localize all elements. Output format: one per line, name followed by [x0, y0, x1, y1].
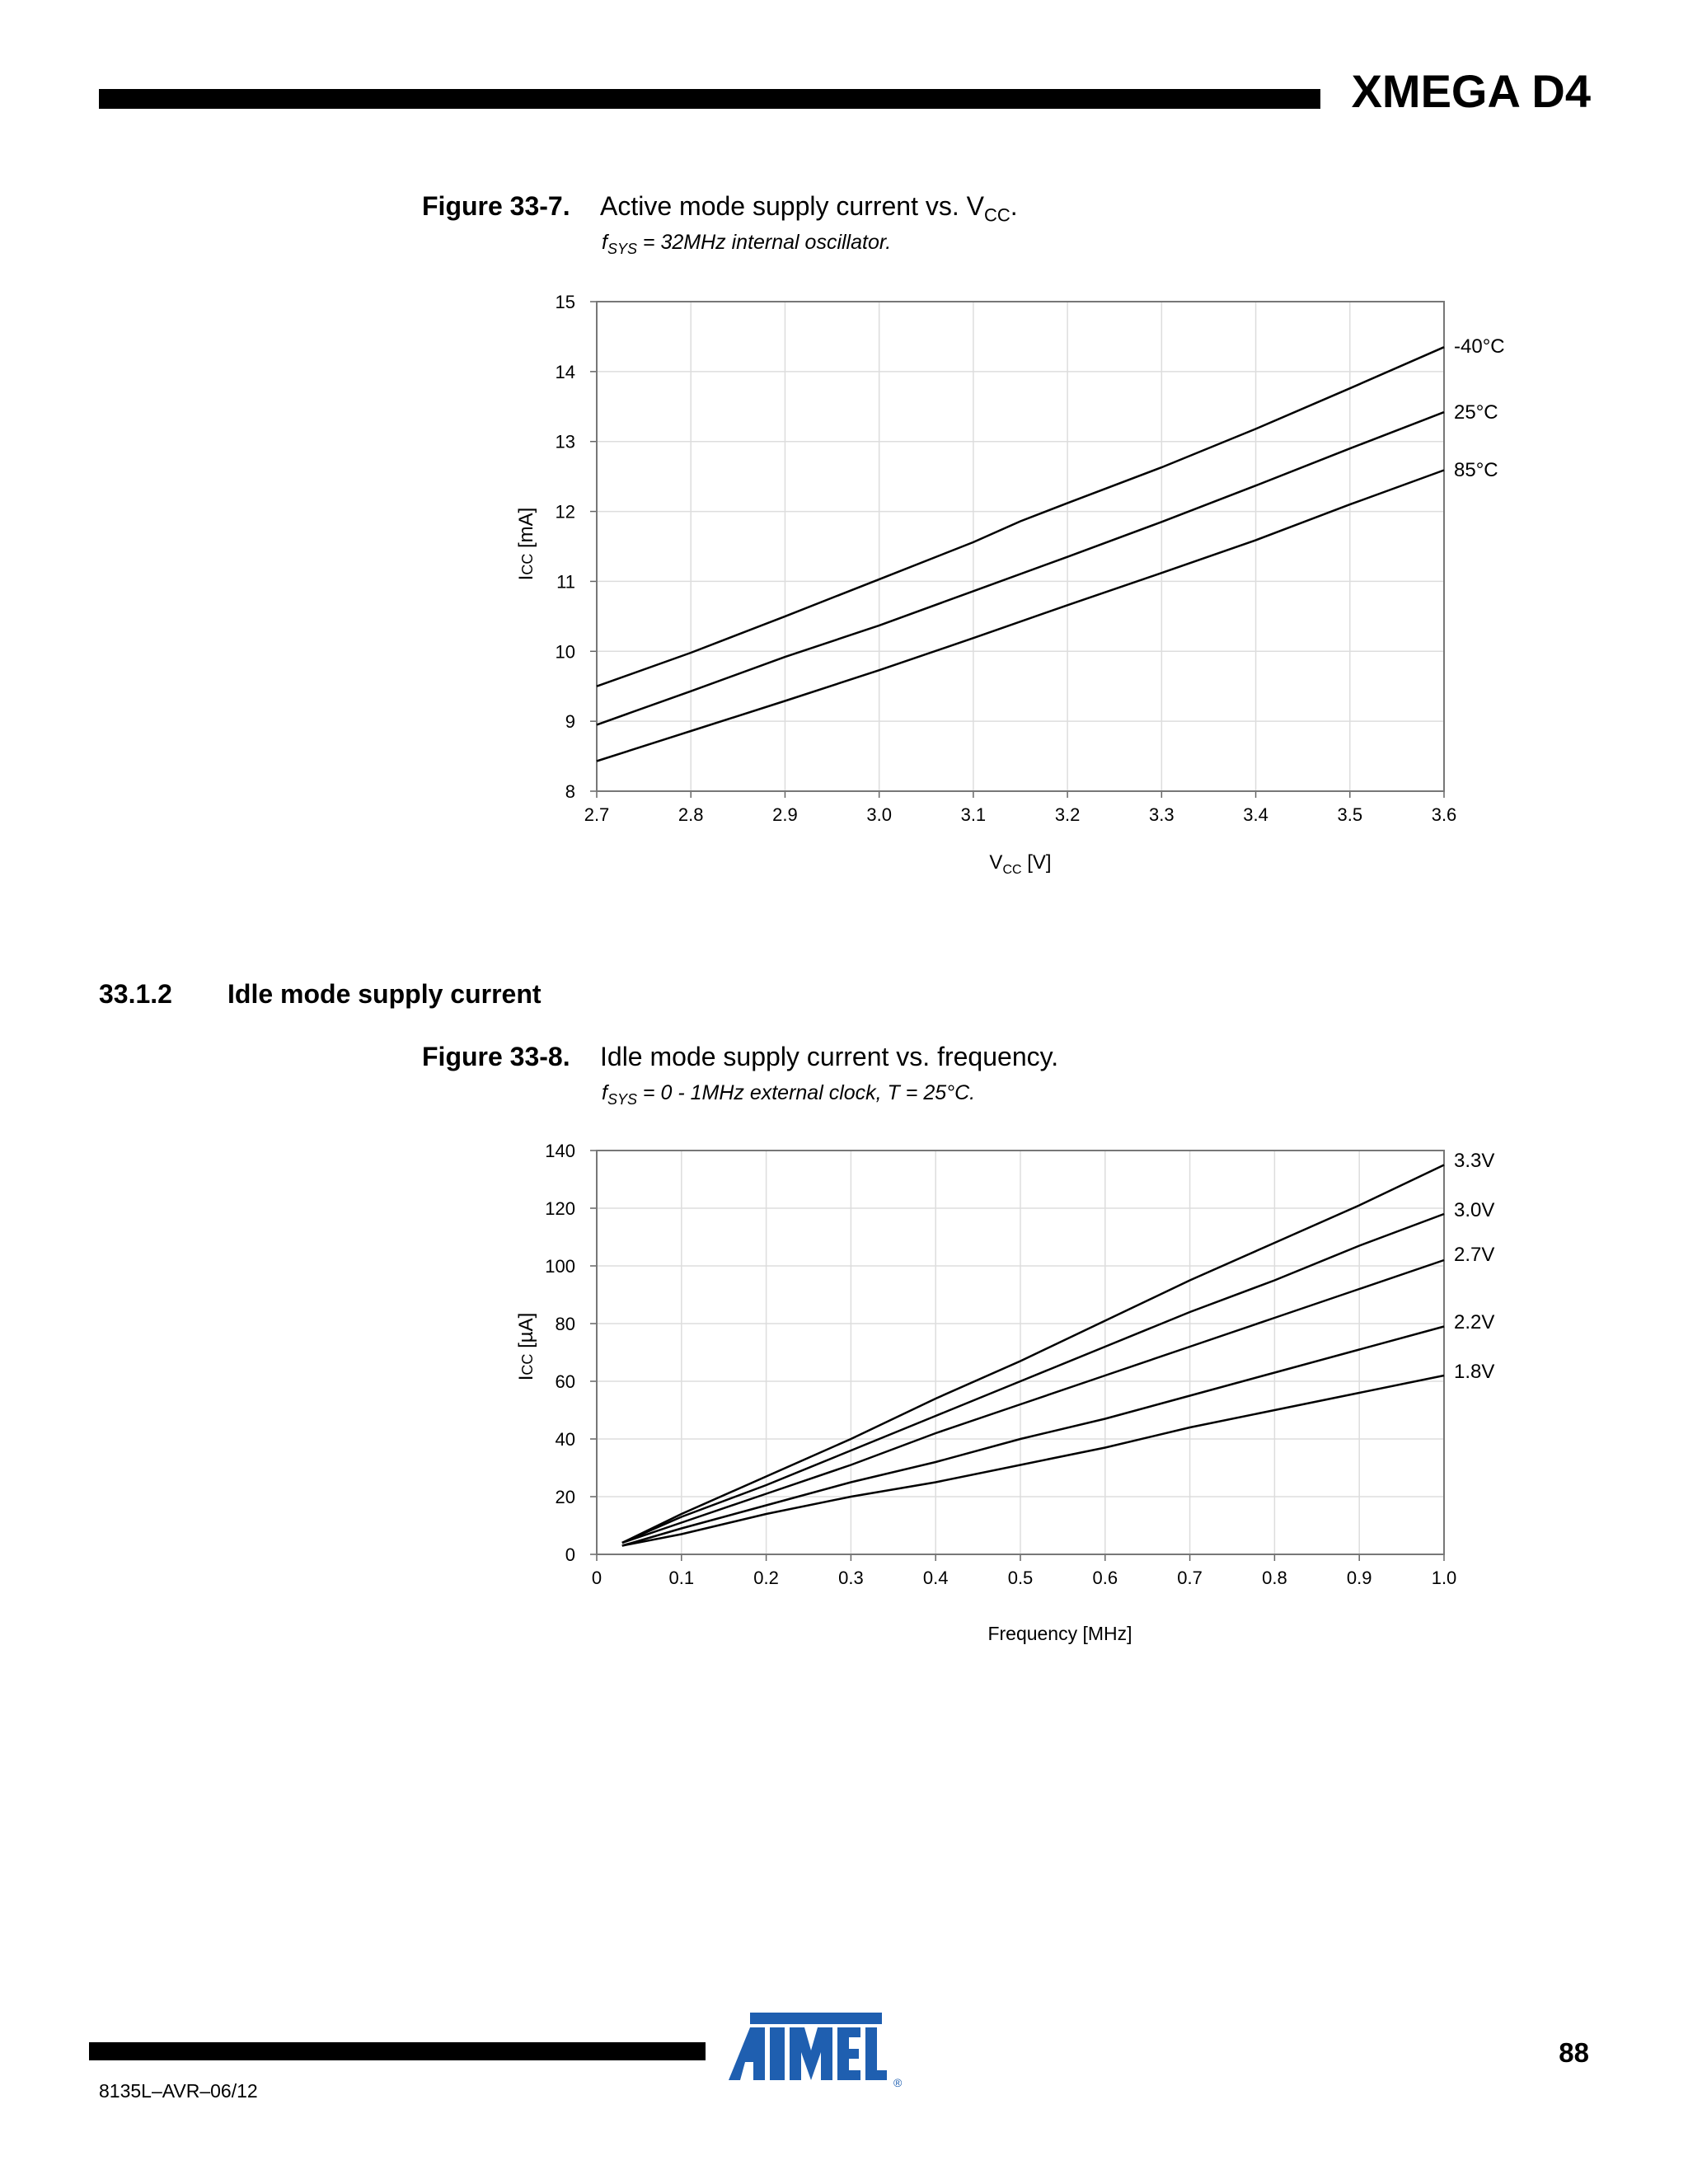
series-label-2: 85°C [1454, 459, 1498, 481]
doc-id: 8135L–AVR–06/12 [99, 2080, 258, 2102]
series-line-3 [622, 1327, 1444, 1546]
y-axis-label-main: I [515, 574, 537, 581]
y-tick-label: 100 [545, 1256, 575, 1277]
logo-letter-m [790, 2027, 832, 2080]
figure2-cond-sub: SYS [607, 1091, 637, 1108]
figure1-cond-sub: SYS [607, 241, 637, 257]
series-label-2: 2.7V [1454, 1244, 1495, 1266]
y-tick-label: 9 [565, 711, 575, 733]
figure2-title: Idle mode supply current vs. frequency. [600, 1042, 1059, 1071]
y-axis-label-sub: CC [519, 1353, 536, 1376]
y-tick-label: 60 [555, 1371, 575, 1392]
y-tick-label: 10 [555, 641, 575, 663]
y-tick-label: 15 [555, 292, 575, 312]
y-tick-label: 20 [555, 1487, 575, 1507]
x-tick-label: 1.0 [1431, 1568, 1457, 1588]
figure1-cond-rest: = 32MHz internal oscillator. [636, 231, 892, 254]
y-tick-label: 14 [555, 361, 575, 382]
x-axis-label-unit: [V] [1021, 851, 1052, 874]
section-number: 33.1.2 [99, 979, 172, 1009]
y-tick-label: 11 [556, 571, 575, 593]
y-tick-label: 120 [545, 1198, 575, 1219]
x-tick-label: 2.7 [584, 804, 610, 825]
series-line-0 [622, 1165, 1444, 1544]
x-tick-label: 0.9 [1346, 1568, 1372, 1588]
x-tick-label: 3.0 [866, 804, 892, 825]
x-tick-label: 3.1 [960, 804, 987, 825]
series-label-3: 2.2V [1454, 1311, 1495, 1333]
figure2-cond-f: f [602, 1081, 607, 1104]
section-title: Idle mode supply current [227, 979, 542, 1009]
x-tick-label: 3.5 [1337, 804, 1363, 825]
page-number: 88 [1559, 2037, 1589, 2068]
series-label-1: 3.0V [1454, 1199, 1495, 1221]
x-tick-label: 2.8 [678, 804, 704, 825]
x-tick-label: 0.5 [1007, 1568, 1034, 1588]
logo-top-bar [750, 2013, 882, 2024]
y-tick-label: 80 [555, 1314, 575, 1334]
y-tick-label: 12 [555, 501, 575, 523]
y-tick-label: 140 [545, 1141, 575, 1161]
document-title: XMEGA D4 [1351, 65, 1591, 117]
x-tick-label: 0.3 [838, 1568, 864, 1588]
x-axis-label-sub: CC [1002, 863, 1022, 877]
atmel-logo [725, 2011, 907, 2093]
y-tick-label: 40 [555, 1429, 575, 1450]
figure1-label: Figure 33-7. [422, 191, 570, 221]
x-tick-label: 2.9 [772, 804, 798, 825]
x-tick-label: 0 [591, 1568, 603, 1588]
x-axis-label: Frequency [MHz] [987, 1623, 1132, 1644]
logo-letter-l [865, 2027, 887, 2080]
y-axis-label [515, 1313, 537, 1381]
logo-letter-a [729, 2027, 765, 2080]
figure1-title-sub: CC [983, 204, 1010, 226]
figure1-title-end: . [1010, 191, 1018, 221]
series-label-0: 3.3V [1454, 1150, 1495, 1172]
logo-letter-t [770, 2027, 785, 2080]
series-label-0: -40°C [1454, 335, 1505, 358]
y-axis-label-unit: [mA] [515, 507, 537, 554]
x-tick-label: 3.4 [1243, 804, 1268, 825]
y-axis-label-main: I [515, 1375, 537, 1381]
x-axis-label-main: V [989, 851, 1003, 874]
y-axis-label-sub: CC [519, 553, 536, 575]
y-tick-label: 8 [565, 781, 575, 802]
figure1-cond-f: f [602, 231, 607, 254]
logo-registered-mark: ® [893, 2076, 903, 2089]
figure2-cond-rest: = 0 - 1MHz external clock, T = 25°C. [636, 1081, 976, 1104]
figure2-label: Figure 33-8. [422, 1042, 570, 1071]
y-tick-label: 0 [565, 1544, 575, 1565]
x-tick-label: 3.3 [1149, 804, 1175, 825]
x-tick-label: 0.4 [922, 1568, 949, 1588]
figure1-title-main: Active mode supply current vs. V [600, 191, 984, 221]
x-tick-label: 3.2 [1054, 804, 1081, 825]
footer-rule [89, 2042, 706, 2060]
x-tick-label: 0.6 [1092, 1568, 1118, 1588]
x-tick-label: 3.6 [1431, 804, 1457, 825]
logo-letter-e [837, 2027, 860, 2080]
x-tick-label: 0.8 [1262, 1568, 1287, 1588]
y-axis-label-unit: [µA] [515, 1312, 537, 1354]
series-label-1: 25°C [1454, 401, 1498, 424]
y-tick-label: 13 [555, 431, 575, 452]
x-tick-label: 0.2 [753, 1568, 779, 1588]
series-label-4: 1.8V [1454, 1361, 1495, 1383]
series-line-1 [622, 1214, 1444, 1543]
x-tick-label: 0.7 [1177, 1568, 1203, 1588]
x-tick-label: 0.1 [668, 1568, 695, 1588]
